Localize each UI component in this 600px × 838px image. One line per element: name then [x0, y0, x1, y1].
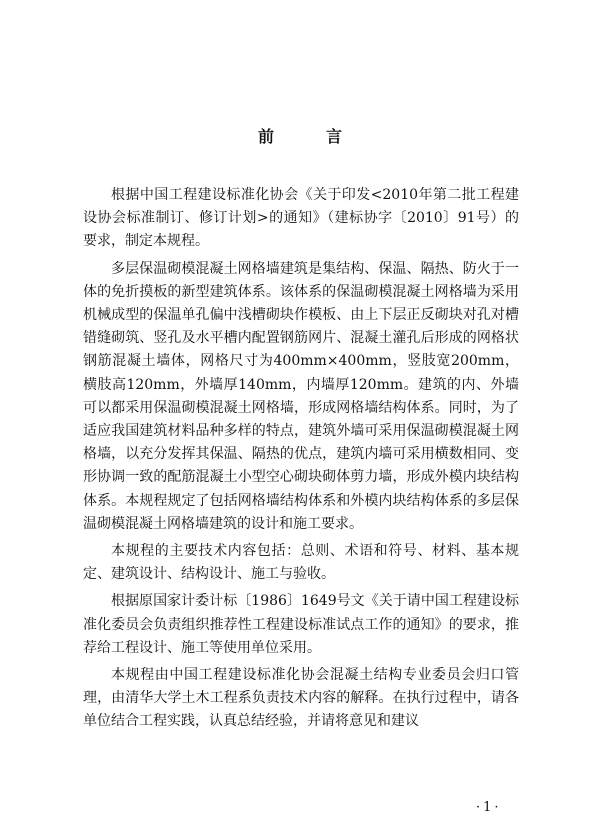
page-number: ·1· — [476, 800, 502, 815]
page-title: 前言 — [257, 127, 394, 146]
paragraph-4: 根据原国家计委计标〔1986〕1649号文《关于请中国工程建设标准化委员会负责组织推荐性工程建设标准试点工作的通知》的要求，推荐给工程设计、施工等使用单位采用。 — [83, 593, 519, 656]
paragraph-5: 本规程由中国工程建设标准化协会混凝土结构专业委员会归口管理，由清华大学土木工程系负责技术内容的解释。在执行过程中，请各单位结合工程实践，认真总结经验，并请将意见和建议 — [83, 667, 519, 730]
paragraph-2: 多层保温砌模混凝土网格墙建筑是集结构、保温、隔热、防火于一体的免折摸板的新型建筑体系。该体系的保温砌模混凝土网格墙为采用机械成型的保温单孔偏中浅槽砌块作模板、由上下层正反砌块对孔对槽错缝砌筑、竖孔及水平槽内配置钢筋网片、混凝土灌孔后形成的网格状钢筋混凝土墙体，网格尺寸为400mm×400mm，竖肢宽200mm，横肢高120mm，外墙厚140mm，内墙厚120mm。建筑的内、外墙可以都采用保温砌模混凝土网格墙，形成网格墙结构体系。同时，为了适应我国建筑材料品种多样的特点，建筑外墙可采用保温砌模混凝土网格墙，以充分发挥其保温、隔热的优点，建筑内墙可采用横数相同、变形协调一致的配筋混凝土小型空心砌块砌体剪力墙，形成外模内块结构体系。本规程规定了包括网格墙结构体系和外模内块结构体系的多层保温砌模混凝土网格墙建筑的设计和施工要求。 — [83, 260, 519, 532]
paragraph-1: 根据中国工程建设标准化协会《关于印发<2010年第二批工程建设协会标准制订、修订计划>的通知》（建标协字〔2010〕91号）的要求，制定本规程。 — [83, 187, 519, 250]
body-text — [83, 184, 519, 738]
paragraph-3: 本规程的主要技术内容包括：总则、术语和符号、材料、基本规定、建筑设计、结构设计、施工与验收。 — [83, 543, 519, 583]
